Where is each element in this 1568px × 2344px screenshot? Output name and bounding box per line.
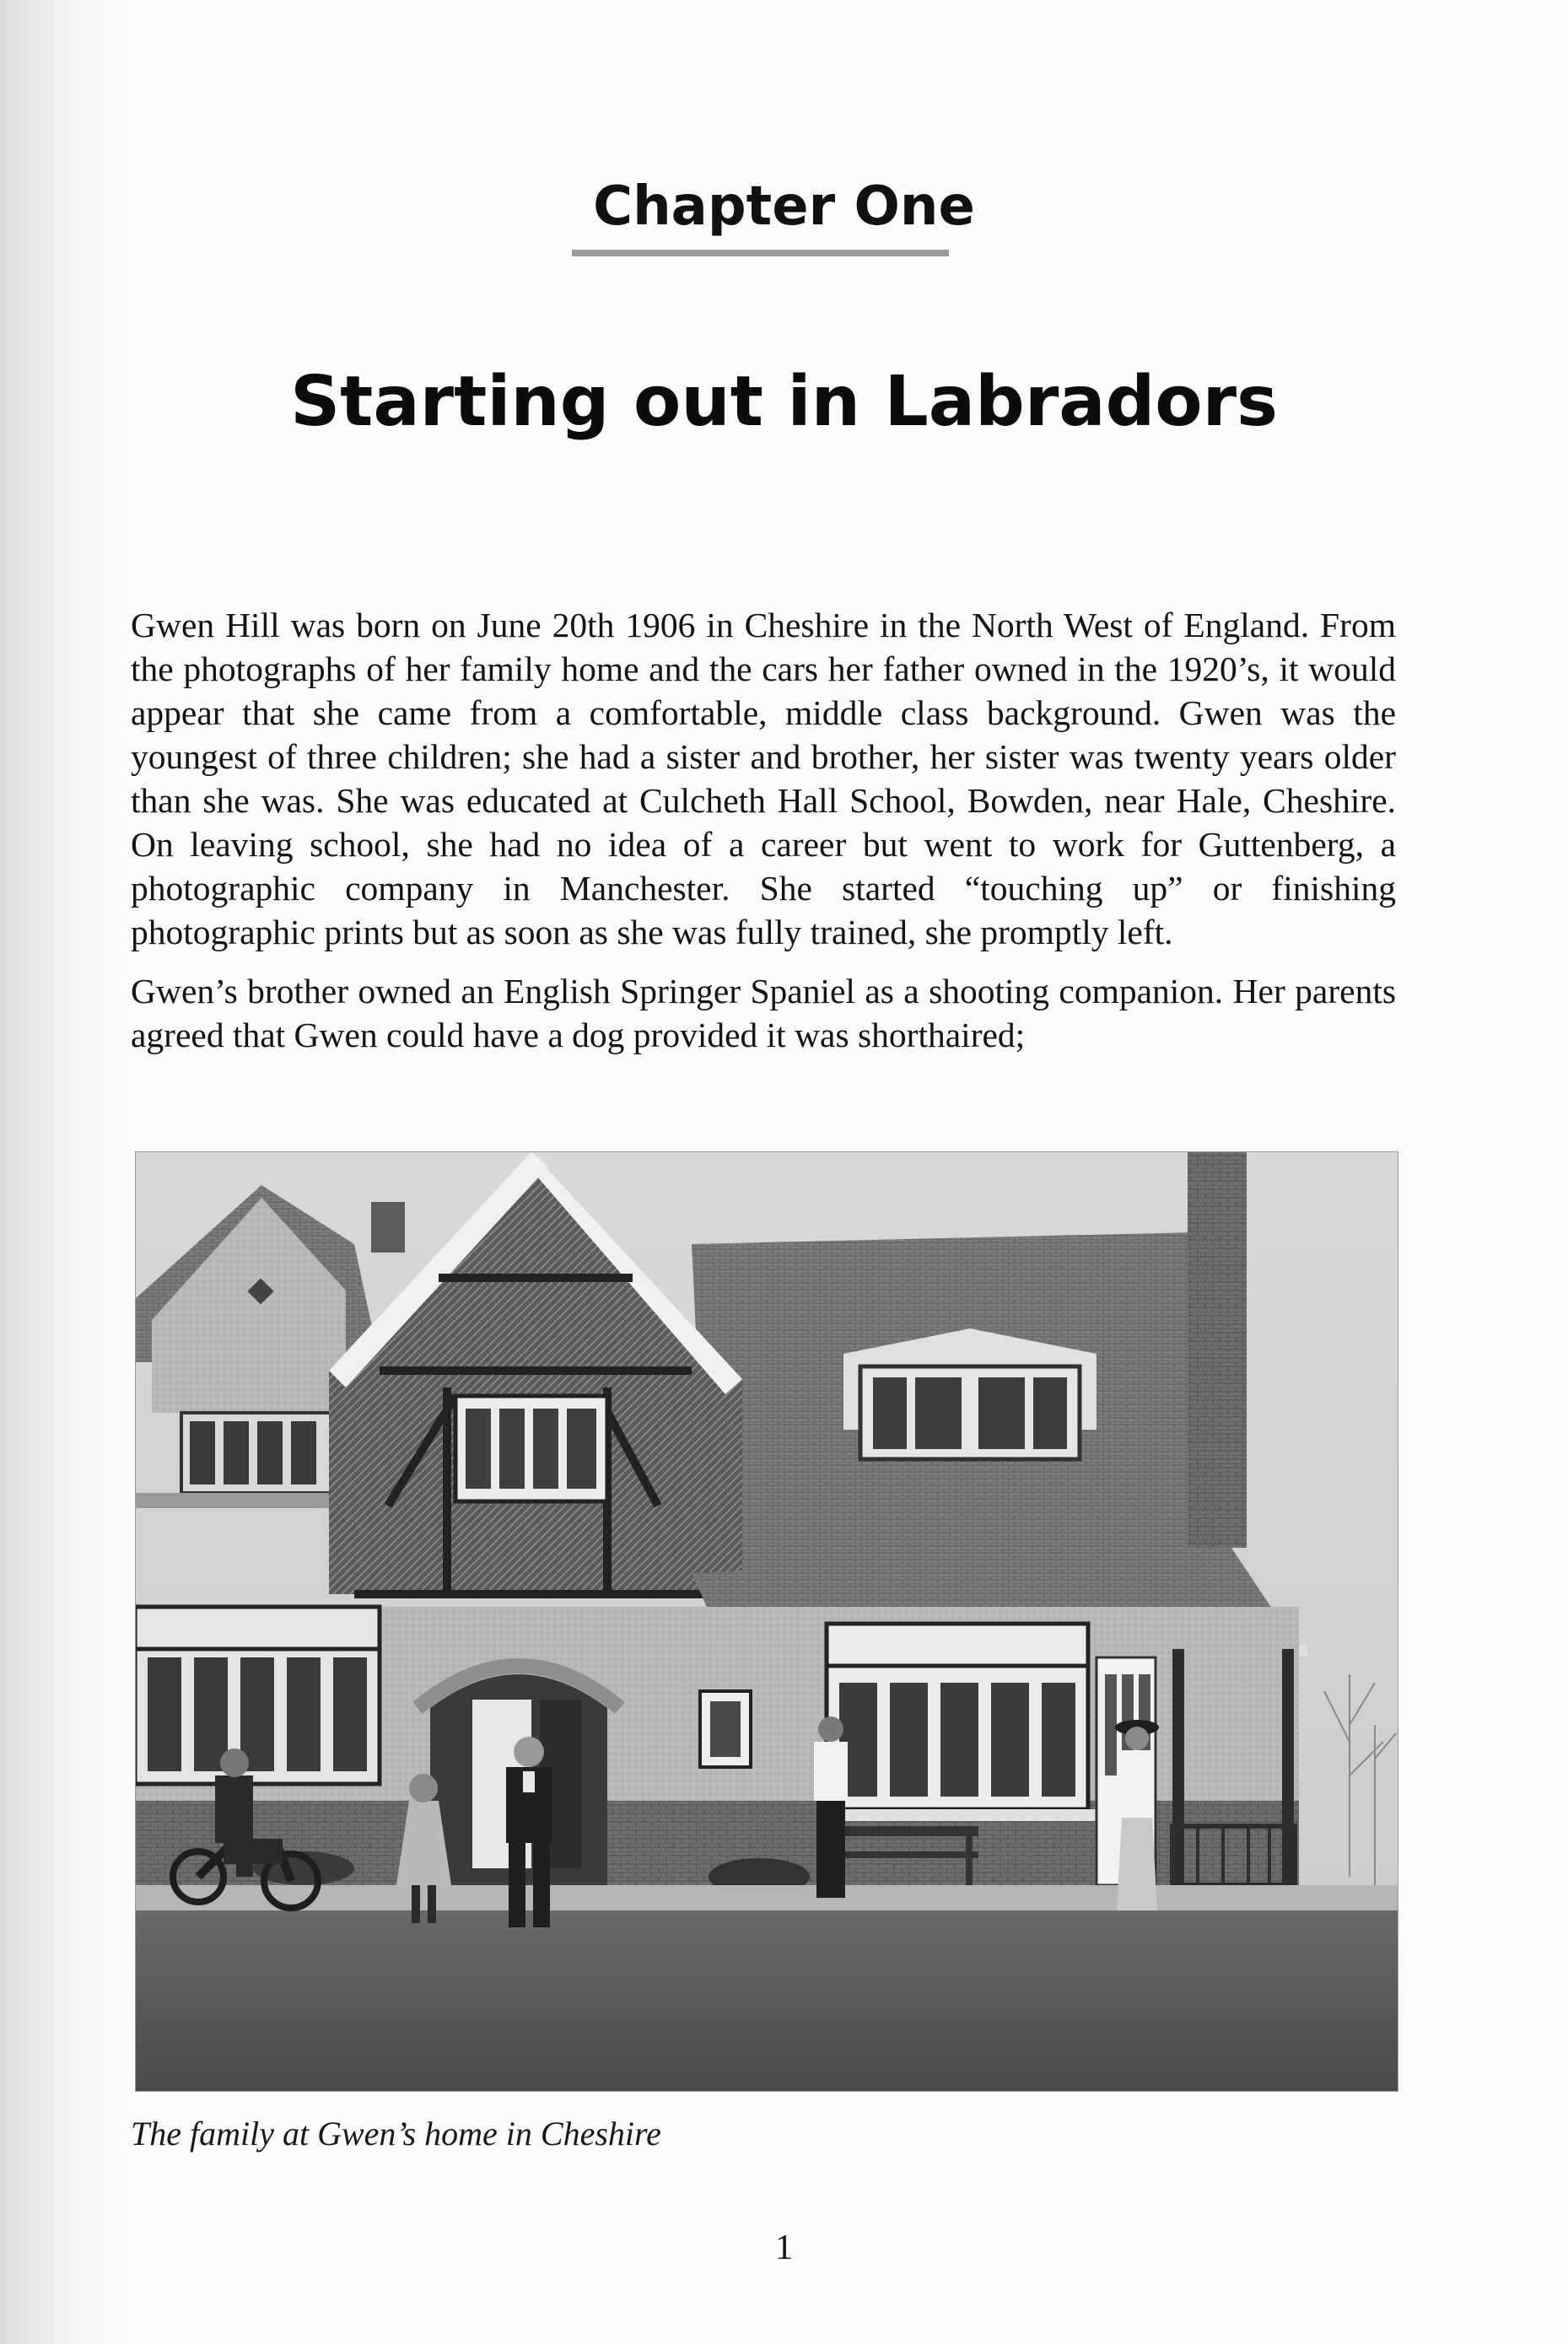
page-gutter-shadow [0,0,127,2344]
body-text [131,603,1396,1072]
chapter-underline [572,250,949,256]
family-house-photo [135,1151,1398,2092]
paragraph-1: Gwen Hill was born on June 20th 1906 in Cheshire in the North West of England. From the photographs of her family home and the cars her father owned in the 1920’s, it would appear that she came from a comfortable, middle class background. Gwen was the youngest of three children; she had a sister and brother, her sister was twenty years older than she was. She was educated at Culcheth Hall School, Bowden, near Hale, Cheshire. On leaving school, she had no idea of a career but went to work for Guttenberg, a photographic company in Manchester. She started “touching up” or finishing photographic prints but as soon as she was fully trained, she promptly left. [131,606,1396,951]
figure-caption: The family at Gwen’s home in Cheshire [131,2115,661,2153]
page-number: 1 [775,2228,793,2267]
paragraph-2: Gwen’s brother owned an English Springer Spaniel as a shooting companion. Her parents agreed that Gwen could have a dog provided it was shorthaired; [131,972,1396,1054]
chapter-label: Chapter One [593,175,975,238]
chapter-title: Starting out in Labradors [290,362,1278,442]
